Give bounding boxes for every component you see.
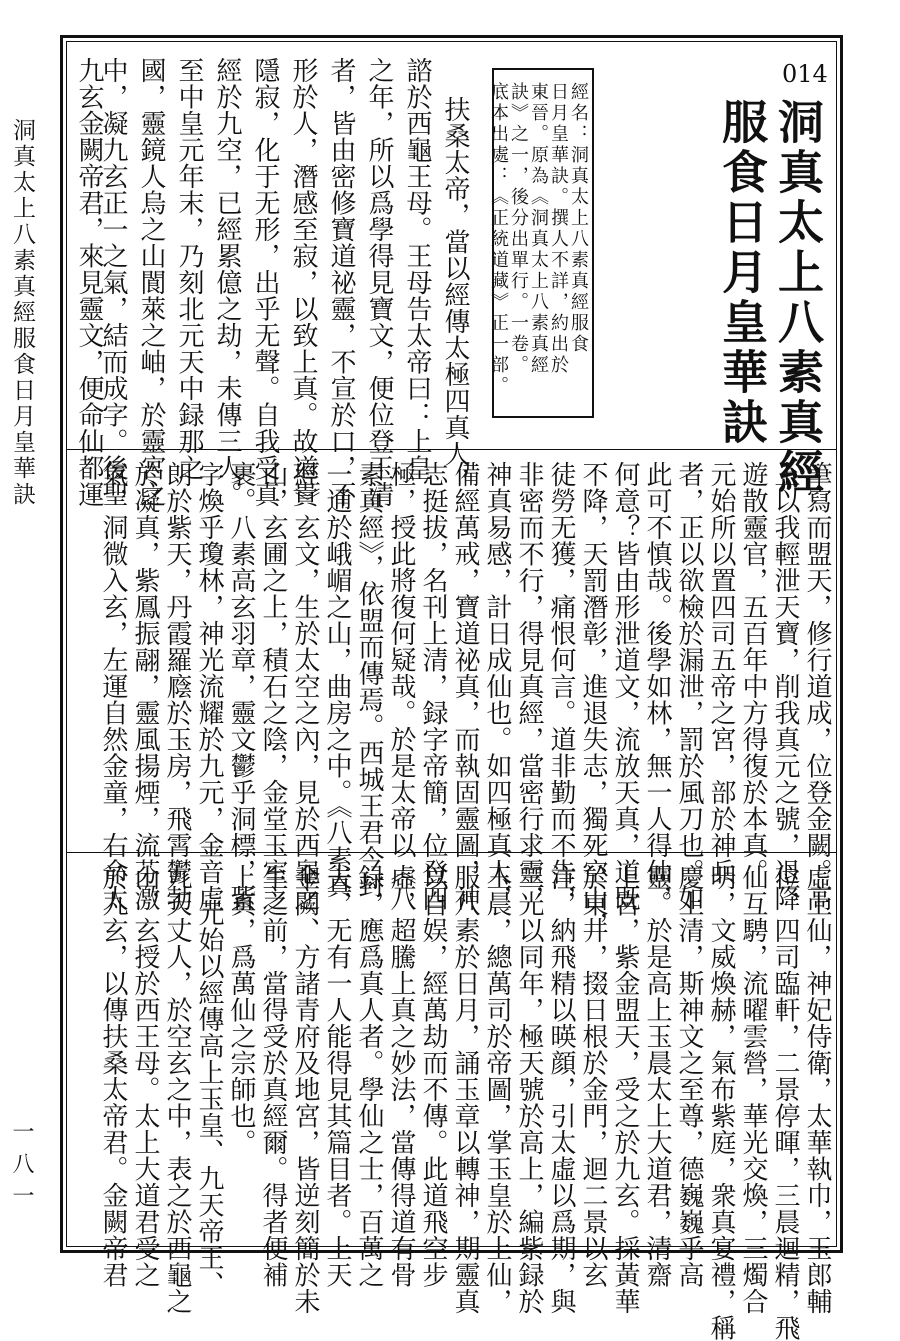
info-line: 底本出處：《正統道藏》正一部。 [488,82,509,397]
text-column: 於東井，掇日根於金門，迴二景以玄 [578,864,608,1288]
text-column: 氣，洞微入玄，左運自然金童，右命太 [98,461,128,912]
text-column: 志挺拔，名刊上清，録字帝簡，位登四 [418,461,448,912]
text-column: 者，正以欲檢於漏泄，罰於風刀也。如 [674,461,704,912]
text-column: 夫，无有一人能得見其篇目者。上天 [322,864,352,1288]
info-line: 東晉。原為《洞真太上八素真經 [528,82,549,376]
text-column: 靈。於是高上玉晨太上大道君，清齋 [642,864,672,1288]
text-column: 者，皆由密修寶道祕靈，不宣於口，不 [326,57,356,508]
text-column: 隱寂，化于无形，出乎无聲。自我受真 [250,57,280,508]
text-column: 諮於西龜王母。王母告太帝曰：上皇 [402,57,432,481]
text-column: 遊散靈官，五百年中方得復於本真。 [738,461,768,885]
text-column: 字煥乎瓊林，神光流耀於九元，金音虛 [194,461,224,912]
text-column: 於九玄，以傳扶桑太帝君。金闕帝君 [98,864,128,1288]
text-column: 朗於紫天，丹霞羅廕於玉房，飛霄鬱勃 [162,461,192,912]
text-column: 仙互騁，流曜雲營，華光交煥，三燭合 [738,864,768,1315]
text-column: 神真易感，計日成仙也。如四極真人， [482,461,512,912]
text-column: 元始以經傳高上玉皇、九天帝王、 [194,900,224,1298]
text-column: 金闕、方諸青府及地宮，皆逆刻簡於未 [290,864,320,1315]
info-line: 日月皇華訣。撰人不詳，約出於 [548,82,569,376]
text-column: 裹。八素高玄羽章，靈文鬱乎洞標，紫 [226,461,256,912]
text-column: 非密而不行，得見真經，當密行求靈， [514,461,544,912]
text-column: 扶桑太帝，當以經傳太極四真人， [440,96,470,494]
text-column: 至中皇元年末，乃刻北元天中録那之 [174,57,204,481]
text-column: 虛，超騰上真之妙法，當傳得道有骨 [386,864,416,1288]
info-line: 訣》之一，後分出單行。一卷。 [508,82,529,376]
text-column: 虛上仙，神妃侍衛，太華執巾，玉郎輔 [802,864,832,1315]
text-column: 上真，爲萬仙之宗師也。 [226,864,256,1156]
text-column: 慶上清，斯神文之至尊，德巍巍乎高 [674,864,704,1288]
text-column: 山，玄圃之上，積石之陰，金堂玉室之 [258,461,288,912]
text-column: 何意？皆由形泄道文，流放天真，道既 [610,461,640,912]
text-column: 上以我輕泄天寶，削我真元之號，退降 [770,461,800,912]
text-column: 國，靈鏡人烏之山閬萊之岫，於靈宮之 [136,57,166,508]
text-column: 以自娱，經萬劫而不傳。此道飛空步 [418,864,448,1288]
text-column: 九天丈人，於空玄之中，表之於西龜之 [162,864,192,1315]
info-line: 經名：洞真太上八素真經服食 [568,82,589,355]
text-column: 注，納飛精以暎顔，引太虛以爲期，與 [546,864,576,1315]
text-column: 之年，所以爲學得見寶文，便位登玉清 [364,57,394,508]
text-column: 於凝真，紫鳳振翮，靈風揚煙，流芬激 [130,461,160,912]
text-column: 上宮，紫金盟天，受之於九玄。採黃華 [610,864,640,1315]
text-column: 形於人，潛感至寂，以致上真。故道貴 [288,57,318,508]
text-column: 玉晨，總萬司於帝圖，掌玉皇於上仙， [482,864,512,1315]
title-line-2: 服食日月皇華訣 [715,98,769,448]
text-column: 録，應爲真人者。學仙之士，百萬之 [354,864,384,1288]
text-column: 筆寫而盟天，修行道成，位登金闕。高 [802,461,832,912]
text-column: 不降，天罰潛彰，進退失志，獨死空山， [578,461,608,938]
text-column: 素真經》，依盟而傳焉。西城王君今封 [354,461,384,899]
text-column: 一通於峨嵋之山，曲房之中。《八素真 [322,461,352,899]
page-number: 一八一 [9,1120,34,1216]
text-column: 服八素於日月，誦玉章以轉神，期靈真 [450,864,480,1315]
text-column: 九玄金闕帝君，來見靈文，便命仙都運 [74,57,104,508]
text-column: 徒勞无獲，痛恨何言。道非勤而不告， [546,461,576,912]
text-column: 生之前，當得受於真經爾。得者便補 [258,864,288,1288]
text-column: 三光以同年，極天號於高上，編紫録於 [514,864,544,1315]
running-title: 洞真太上八素真經服食日月皇華訣 [9,118,35,508]
text-column: 經於九空，已經累億之劫，未傳三人。 [212,57,242,508]
text-column: 位，四司臨軒，二景停暉，三晨迴精，飛 [770,864,800,1341]
text-column: 山，玄授於西王母。太上大道君受之 [130,864,160,1288]
text-column: 經》玄文，生於太空之內，見於西龜之 [290,461,320,912]
text-column: 極，授此將復何疑哉。於是太帝以《八 [386,461,416,912]
text-column: 中，凝九玄正一之氣，結而成字。後聖 [98,57,128,508]
text-column: 備經萬戒，寶道祕真，而執固靈圖，神 [450,461,480,912]
text-column: 元始所以置四司五帝之宮，部於神兵 [706,461,736,885]
text-column: 明，文威煥赫，氣布紫庭，衆真宴禮，稱 [706,864,736,1341]
title-line-1: 洞真太上八素真經 [771,98,825,498]
text-column: 此可不慎哉。後學如林，無一人得仙， [642,461,672,912]
text-number: 014 [782,60,828,88]
